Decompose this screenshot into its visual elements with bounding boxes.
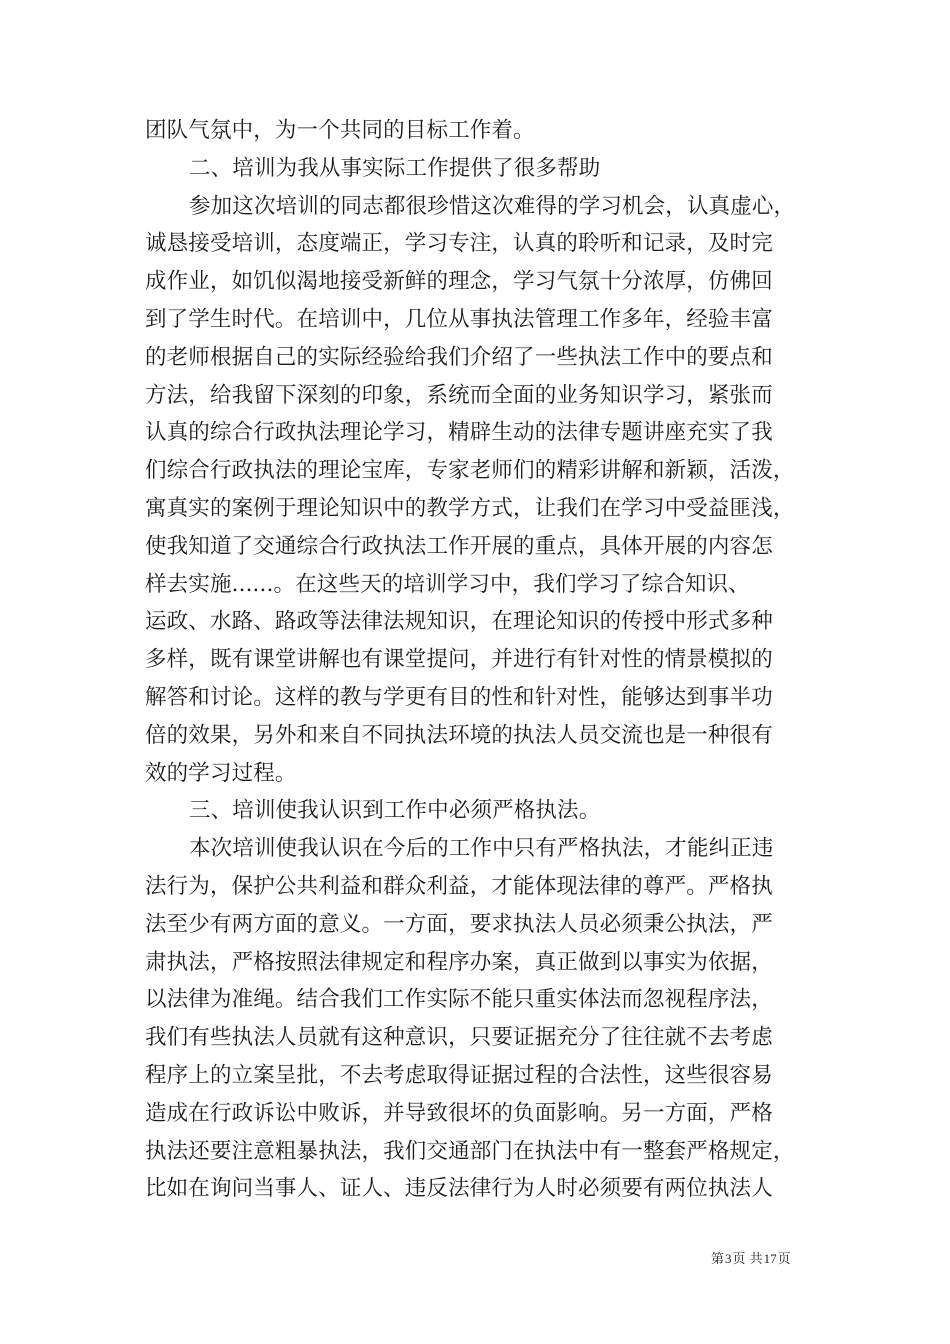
text-line: 成作业，如饥似渴地接受新鲜的理念，学习气氛十分浓厚，仿佛回 <box>145 269 773 295</box>
page-number-indicator <box>711 1248 791 1267</box>
text-line: 运政、水路、路政等法律法规知识，在理论知识的传授中形式多种 <box>145 609 773 635</box>
text-line: 法行为，保护公共利益和群众利益，才能体现法律的尊严。严格执 <box>145 873 773 899</box>
text-line: 我们有些执法人员就有这种意识，只要证据充分了往往就不去考虑 <box>145 1025 773 1051</box>
text-line: 执法还要注意粗暴执法，我们交通部门在执法中有一整套严格规定， <box>145 1138 795 1164</box>
text-line: 方法，给我留下深刻的印象，系统而全面的业务知识学习，紧张而 <box>145 382 773 408</box>
text-line: 法至少有两方面的意义。一方面，要求执法人员必须秉公执法，严 <box>145 911 773 937</box>
text-line: 肃执法，严格按照法律规定和程序办案，真正做到以事实为依据， <box>145 949 773 975</box>
text-line: 以法律为准绳。结合我们工作实际不能只重实体法而忽视程序法， <box>145 987 773 1013</box>
document-body <box>145 112 807 1208</box>
text-line: 解答和讨论。这样的教与学更有目的性和针对性，能够达到事半功 <box>145 684 773 710</box>
text-line: 诚恳接受培训，态度端正，学习专注，认真的聆听和记录，及时完 <box>145 231 773 257</box>
paragraph-first-line: 参加这次培训的同志都很珍惜这次难得的学习机会，认真虚心， <box>189 193 796 219</box>
text-line: 比如在询问当事人、证人、违反法律行为人时必须要有两位执法人 <box>145 1176 773 1202</box>
text-line: 倍的效果，另外和来自不同执法环境的执法人员交流也是一种很有 <box>145 722 773 748</box>
text-line: 样去实施......。在这些天的培训学习中，我们学习了综合知识、 <box>145 571 750 597</box>
footer-suffix: 页 <box>777 1252 791 1267</box>
text-line: 团队气氛中，为一个共同的目标工作着。 <box>145 118 535 143</box>
text-line: 使我知道了交通综合行政执法工作开展的重点，具体开展的内容怎 <box>145 533 773 559</box>
footer-prefix: 第 <box>711 1252 725 1267</box>
text-line: 效的学习过程。 <box>145 760 297 786</box>
text-line: 程序上的立案呈批，不去考虑取得证据过程的合法性，这些很容易 <box>145 1062 773 1088</box>
footer-middle: 页 共 <box>732 1252 763 1267</box>
text-line: 认真的综合行政执法理论学习，精辟生动的法律专题讲座充实了我 <box>145 420 773 446</box>
paragraph-first-line: 本次培训使我认识在今后的工作中只有严格执法，才能纠正违 <box>189 836 774 862</box>
text-line: 寓真实的案例于理论知识中的教学方式，让我们在学习中受益匪浅， <box>145 495 795 521</box>
section-heading: 二、培训为我从事实际工作提供了很多帮助 <box>189 155 601 181</box>
current-page-number: 3 <box>725 1251 732 1266</box>
total-pages-number: 17 <box>763 1251 777 1266</box>
text-line: 到了学生时代。在培训中，几位从事执法管理工作多年，经验丰富 <box>145 306 773 332</box>
text-line: 们综合行政执法的理论宝库，专家老师们的精彩讲解和新颖，活泼， <box>145 458 795 484</box>
text-line: 的老师根据自己的实际经验给我们介绍了一些执法工作中的要点和 <box>145 344 773 370</box>
text-line: 造成在行政诉讼中败诉，并导致很坏的负面影响。另一方面，严格 <box>145 1100 773 1126</box>
section-heading: 三、培训使我认识到工作中必须严格执法。 <box>189 798 601 824</box>
text-line: 多样，既有课堂讲解也有课堂提问，并进行有针对性的情景模拟的 <box>145 647 773 673</box>
